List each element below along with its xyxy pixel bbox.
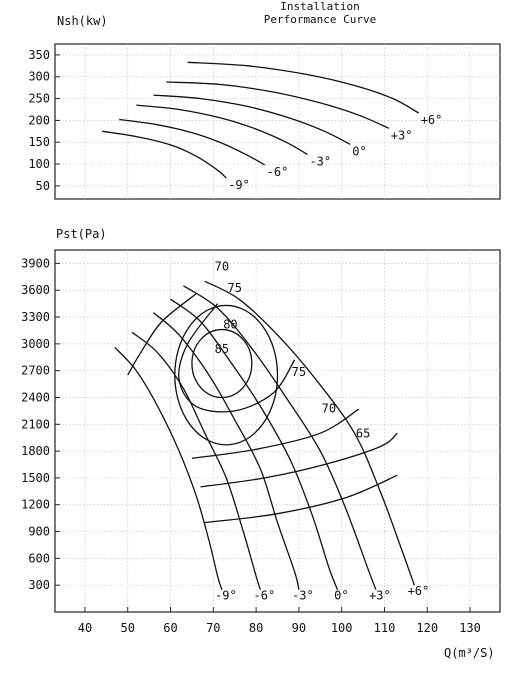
- bottom-y-tick-label: 900: [28, 524, 50, 539]
- efficiency-label: 85: [214, 341, 230, 356]
- blade-angle-label: -6°: [253, 588, 276, 603]
- power-curve-label: +3°: [390, 128, 413, 143]
- top-y-axis-label: Nsh(kw): [57, 14, 108, 28]
- blade-angle-curve: [171, 299, 338, 590]
- bottom-y-tick-label: 3000: [21, 336, 50, 351]
- x-tick-label: 130: [459, 621, 481, 635]
- bottom-y-tick-label: 300: [28, 578, 50, 593]
- bottom-plot-frame: [55, 250, 500, 612]
- x-tick-label: 50: [120, 621, 135, 635]
- efficiency-label: 70: [321, 401, 337, 416]
- top-y-tick-label: 200: [28, 113, 50, 128]
- power-curve-label: -3°: [309, 154, 332, 169]
- bottom-y-axis-label: Pst(Pa): [56, 227, 107, 241]
- blade-angle-label: -3°: [292, 588, 314, 603]
- bottom-y-tick-label: 600: [28, 551, 50, 566]
- x-tick-label: 90: [291, 621, 307, 635]
- blade-angle-label: 0°: [334, 588, 349, 603]
- power-curve-label: 0°: [352, 144, 367, 159]
- pressure-curve-panel: [21, 250, 500, 635]
- x-tick-label: 110: [373, 621, 396, 635]
- top-y-tick-label: 350: [28, 47, 50, 62]
- top-y-tick-label: 250: [28, 91, 50, 106]
- top-y-tick-label: 150: [28, 135, 50, 150]
- bottom-y-tick-label: 2400: [21, 390, 50, 405]
- efficiency-arc: [128, 294, 197, 375]
- x-tick-label: 60: [163, 621, 178, 635]
- power-curve-line: [136, 105, 307, 154]
- top-y-tick-label: 50: [35, 178, 50, 193]
- bottom-y-tick-label: 2100: [21, 417, 50, 432]
- efficiency-label: 70: [214, 259, 230, 274]
- power-curve-panel: [28, 44, 500, 199]
- power-curve-label: -9°: [228, 178, 250, 193]
- x-tick-label: 40: [77, 621, 93, 635]
- bottom-y-tick-label: 1200: [21, 497, 50, 512]
- bottom-y-tick-label: 3900: [21, 256, 50, 271]
- power-curve-label: -6°: [266, 164, 289, 179]
- bottom-y-tick-label: 3300: [21, 310, 50, 325]
- blade-angle-label: +3°: [369, 588, 391, 603]
- x-tick-label: 120: [416, 621, 439, 635]
- bottom-y-tick-label: 3600: [21, 283, 50, 298]
- chart-title-line1: Installation: [280, 0, 360, 13]
- blade-angle-label: -9°: [215, 588, 237, 603]
- efficiency-label: 80: [223, 317, 238, 332]
- efficiency-label: 65: [355, 426, 371, 441]
- bottom-y-tick-label: 2700: [21, 363, 50, 378]
- x-tick-label: 100: [330, 621, 353, 635]
- power-curve-line: [166, 82, 388, 128]
- efficiency-label: 75: [291, 365, 307, 380]
- top-y-tick-label: 100: [28, 157, 50, 172]
- x-tick-label: 70: [206, 621, 221, 635]
- chart-title-line2: Performance Curve: [263, 13, 377, 26]
- blade-angle-curve: [115, 347, 222, 589]
- bottom-y-tick-label: 1500: [21, 470, 50, 485]
- blade-angle-label: +6°: [407, 584, 430, 599]
- bottom-y-tick-label: 1800: [21, 444, 50, 459]
- power-curve-line: [188, 62, 419, 113]
- x-tick-label: 80: [248, 621, 264, 635]
- x-axis-label: Q(m³/S): [444, 646, 495, 660]
- power-curve-label: +6°: [420, 112, 443, 127]
- efficiency-label: 75: [227, 281, 242, 296]
- top-y-tick-label: 300: [28, 69, 50, 84]
